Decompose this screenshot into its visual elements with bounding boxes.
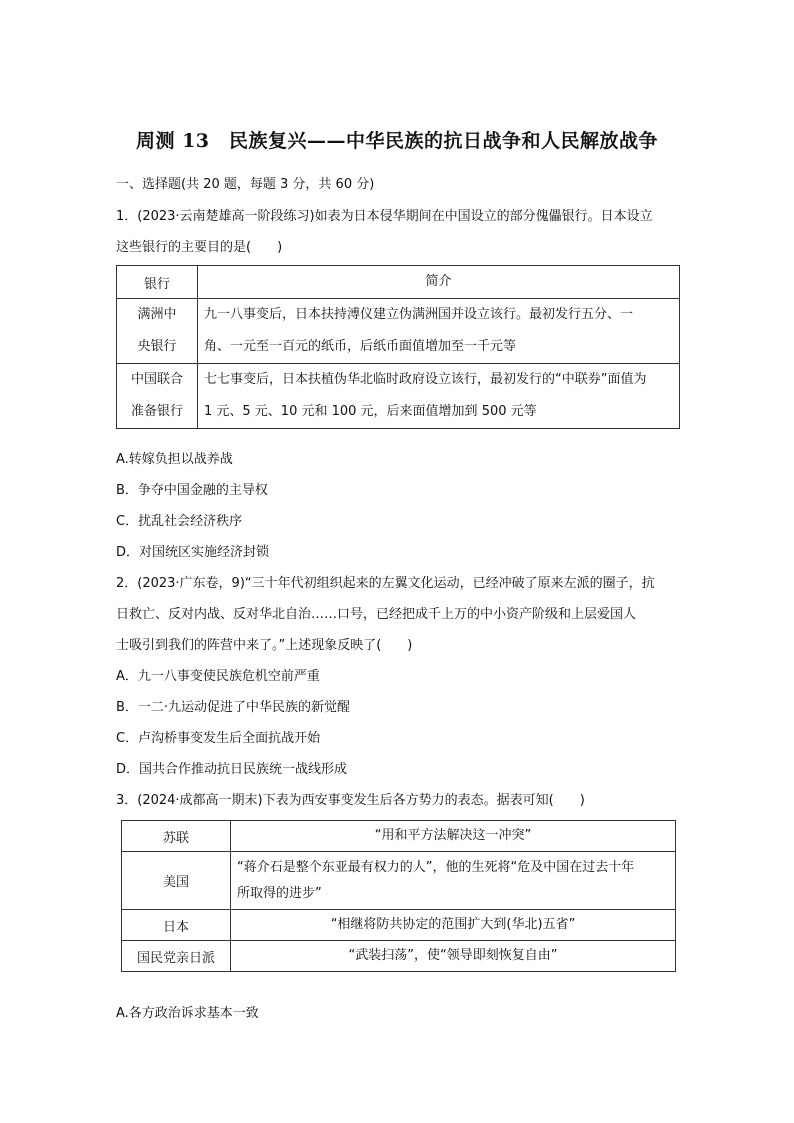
table-cell-party: 国民党亲日派 — [122, 941, 231, 972]
table-cell-party: 美国 — [122, 852, 231, 910]
q3-stance-table — [121, 820, 676, 972]
table-cell-bank — [117, 299, 198, 364]
q1-bank-table — [116, 265, 680, 429]
table-cell-intro — [198, 364, 680, 429]
q1-option-c: C．扰乱社会经济秩序 — [116, 514, 243, 529]
table-header-cell: 银行 — [117, 266, 198, 299]
q1-option-b: B．争夺中国金融的主导权 — [116, 483, 268, 498]
bank-name-line: 满洲中 — [137, 307, 177, 322]
q2-stem-line1: 2．(2023·广东卷，9)“三十年代初组织起来的左翼文化运动，已经冲破了原来左派的圈子，抗 — [116, 576, 655, 591]
q3-option-a: A.各方政治诉求基本一致 — [116, 1006, 259, 1021]
table-row — [122, 852, 676, 910]
q1-option-d: D．对国统区实施经济封锁 — [116, 545, 270, 560]
table-row — [122, 941, 676, 972]
intro-line: 1 元、5 元、10 元和 100 元，后来面值增加到 500 元等 — [204, 404, 537, 419]
table-row — [117, 299, 680, 364]
table-cell-bank — [117, 364, 198, 429]
table-cell-stance: “武装扫荡”，使“领导即刻恢复自由” — [231, 941, 676, 972]
table-header-cell: 简介 — [198, 266, 680, 299]
q1-stem-line2: 这些银行的主要目的是( ) — [116, 240, 283, 255]
bank-name-line: 中国联合 — [130, 372, 183, 387]
q2-stem-line2: 日救亡、反对内战、反对华北自治……口号，已经把成千上万的中小资产阶级和上层爱国人 — [116, 607, 637, 622]
table-cell-intro — [198, 299, 680, 364]
bank-name-line: 央银行 — [137, 339, 177, 354]
intro-line: 九一八事变后，日本扶持溥仪建立伪满洲国并设立该行。最初发行五分、一 — [204, 307, 634, 322]
table-header-row — [117, 266, 680, 299]
table-cell-stance: “用和平方法解决这一冲突” — [231, 821, 676, 852]
intro-line: 七七事变后，日本扶植伪华北临时政府设立该行，最初发行的“中联券”面值为 — [204, 372, 647, 387]
q2-option-c: C．卢沟桥事变发生后全面抗战开始 — [116, 731, 321, 746]
table-row — [117, 364, 680, 429]
q2-stem-line3: 士吸引到我们的阵营中来了。”上述现象反映了( ) — [116, 638, 413, 653]
q1-option-a: A.转嫁负担以战养战 — [116, 452, 233, 467]
section-heading: 一、选择题(共 20 题，每题 3 分，共 60 分) — [116, 177, 375, 192]
table-row — [122, 910, 676, 941]
table-cell-stance — [231, 852, 676, 910]
q3-stem: 3．(2024·成都高一期末)下表为西安事变发生后各方势力的表态。据表可知( ) — [116, 793, 585, 808]
q2-option-b: B．一二·九运动促进了中华民族的新觉醒 — [116, 700, 351, 715]
table-cell-party: 苏联 — [122, 821, 231, 852]
table-cell-party: 日本 — [122, 910, 231, 941]
intro-line: 角、一元至一百元的纸币，后纸币面值增加至一千元等 — [204, 339, 517, 354]
stance-line: “蒋介石是整个东亚最有权力的人”，他的生死将“危及中国在过去十年 — [237, 859, 635, 875]
bank-name-line: 准备银行 — [130, 404, 183, 419]
page-title: 周测 13 民族复兴——中华民族的抗日战争和人民解放战争 — [135, 130, 659, 152]
table-cell-stance: “相继将防共协定的范围扩大到(华北)五省” — [231, 910, 676, 941]
q2-option-d: D．国共合作推动抗日民族统一战线形成 — [116, 762, 348, 777]
stance-line: 所取得的进步” — [237, 885, 322, 901]
table-row — [122, 821, 676, 852]
q2-option-a: A．九一八事变使民族危机空前严重 — [116, 669, 320, 684]
q1-stem-line1: 1．(2023·云南楚雄高一阶段练习)如表为日本侵华期间在中国设立的部分傀儡银行。日本设立 — [116, 209, 653, 224]
